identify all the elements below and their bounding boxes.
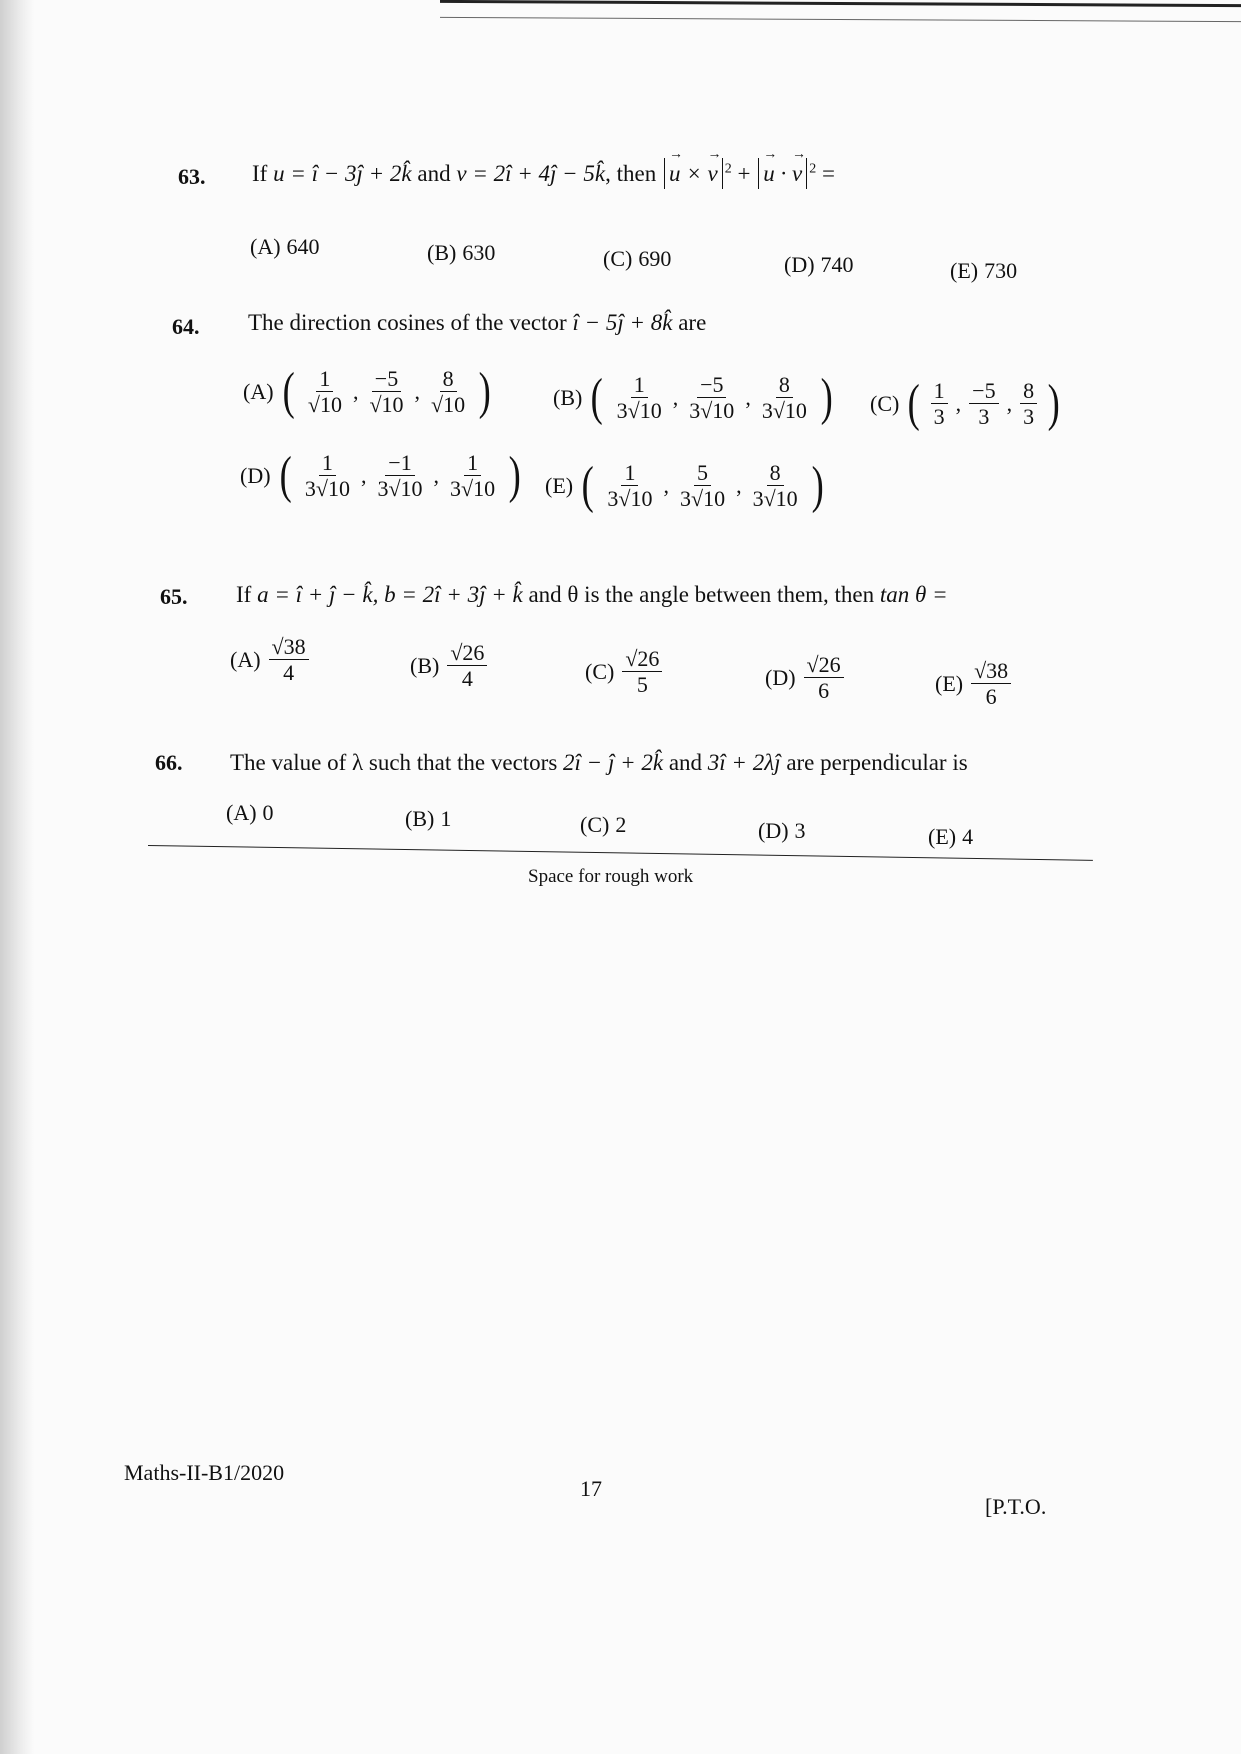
- vector-v: v = 2î + 4ĵ − 5k̂: [456, 161, 606, 186]
- option-a[interactable]: (A) 0: [226, 800, 274, 825]
- option-b[interactable]: (B) ( $\frac{1}{3√10}$ , $\frac{-5}{3√10}$ , $\frac{8}{3√10}$ ): [553, 369, 833, 427]
- cross-product-abs: → u × → v: [664, 158, 723, 189]
- option-c[interactable]: (C) 690: [603, 246, 672, 271]
- paper-code: Maths-II-B1/2020: [124, 1460, 285, 1485]
- option-a[interactable]: (A) $\frac{√38}{4}$: [230, 634, 311, 687]
- question-stem: If a = î + ĵ − k̂, b = 2î + 3ĵ + k̂ and θ is the angle between them, then tan θ =: [236, 582, 948, 607]
- option-b[interactable]: (B) 1: [405, 806, 452, 831]
- question-number: 64.: [172, 314, 200, 339]
- vector: î − 5ĵ + 8k̂: [572, 310, 673, 335]
- option-c[interactable]: (C) ( $\frac{1}{3}$ , $\frac{-5}{3}$ , $\frac{8}{3}$ ): [870, 375, 1060, 433]
- option-e[interactable]: (E) ( $\frac{1}{3√10}$ , $\frac{5}{3√10}$ , $\frac{8}{3√10}$ ): [545, 457, 824, 515]
- option-b[interactable]: (B) $\frac{√26}{4}$: [410, 640, 489, 693]
- page-edge-shadow: [0, 0, 34, 1754]
- option-b[interactable]: (B) 630: [427, 240, 496, 265]
- vector-a: a = î + ĵ − k̂,: [257, 582, 379, 607]
- question-stem: The direction cosines of the vector î − 5ĵ + 8k̂ are: [248, 310, 707, 335]
- option-e[interactable]: (E) 730: [950, 258, 1018, 283]
- question-number: 66.: [155, 750, 183, 775]
- pto-label: [P.T.O.: [985, 1494, 1047, 1519]
- option-e[interactable]: (E) 4: [928, 824, 974, 849]
- vector-b: b = 2î + 3ĵ + k̂: [384, 582, 523, 607]
- option-e[interactable]: (E) $\frac{√38}{6}$: [935, 658, 1013, 711]
- option-d[interactable]: (D) 3: [758, 818, 806, 843]
- question-stem: If u = î − 3ĵ + 2k̂ and v = 2î + 4ĵ − 5k̂, then → u × → v $^2$ + → u · → v $^2$ =: [252, 158, 835, 189]
- top-rule: [440, 0, 1241, 22]
- question-number: 65.: [160, 584, 188, 609]
- option-c[interactable]: (C) $\frac{√26}{5}$: [585, 646, 664, 699]
- option-d[interactable]: (D) ( $\frac{1}{3√10}$ , $\frac{-1}{3√10}$ , $\frac{1}{3√10}$ ): [240, 447, 521, 505]
- question-stem: The value of λ such that the vectors 2î − ĵ + 2k̂ and 3î + 2λĵ are perpendicular is: [230, 750, 968, 775]
- question-number: 63.: [178, 164, 206, 189]
- vector-u: u = î − 3ĵ + 2k̂: [273, 161, 412, 186]
- page-number: 17: [580, 1476, 602, 1501]
- dot-product-abs: → u · → v: [758, 158, 807, 189]
- option-d[interactable]: (D) 740: [784, 252, 854, 277]
- option-a[interactable]: (A) ( $\frac{1}{√10}$ , $\frac{-5}{√10}$ , $\frac{8}{√10}$ ): [243, 363, 491, 421]
- option-a[interactable]: (A) 640: [250, 234, 320, 259]
- option-c[interactable]: (C) 2: [580, 812, 627, 837]
- option-d[interactable]: (D) $\frac{√26}{6}$: [765, 652, 846, 705]
- rough-work-label: Space for rough work: [528, 866, 694, 887]
